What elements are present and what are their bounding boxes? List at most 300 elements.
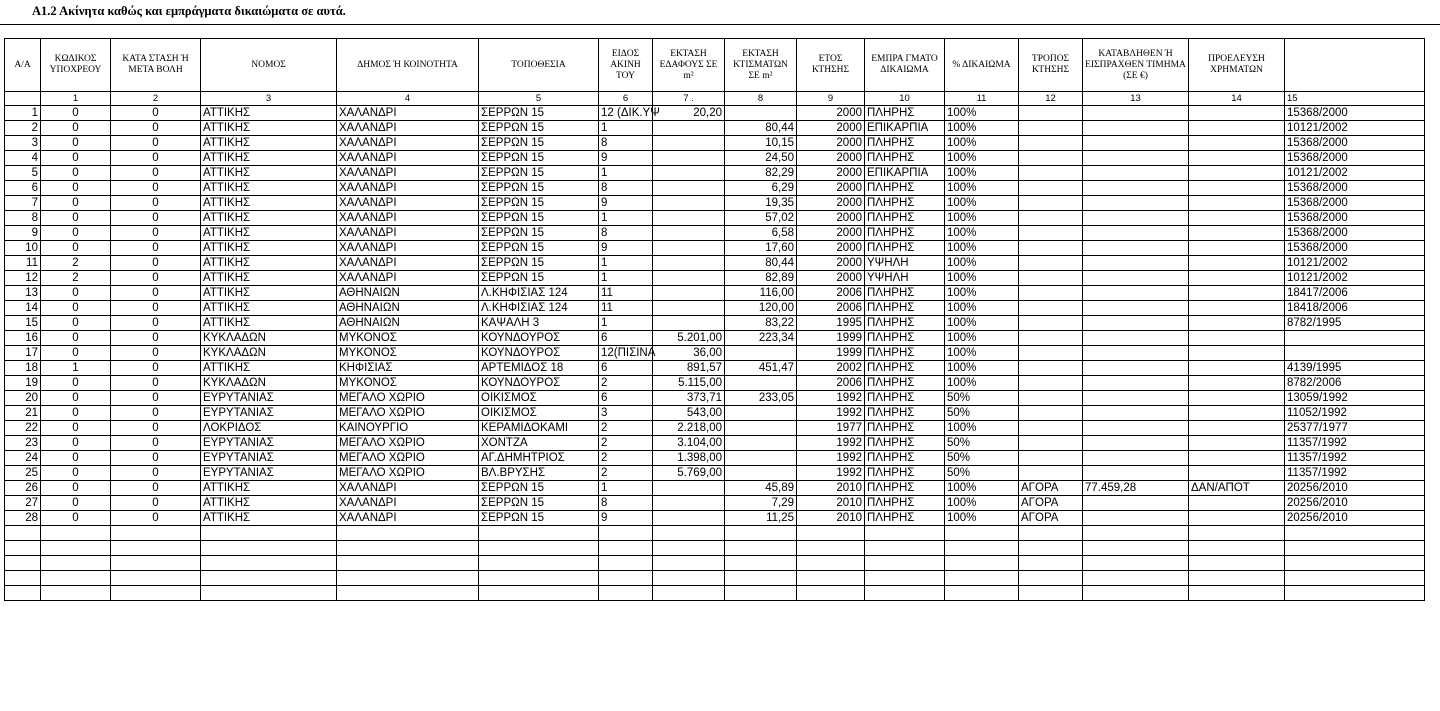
header-pososto: % ΔΙΚΑΙΩΜΑ [945,39,1019,92]
cell-ektasi-ktismaton: 83,22 [725,316,797,331]
cell-nomos: ΑΤΤΙΚΗΣ [201,481,337,496]
column-number-pososto: 11 [945,92,1019,106]
cell-dikaioma: ΠΛΗΡΗΣ [865,466,945,481]
cell-kata: 0 [111,481,201,496]
cell-ektasi-ktismaton: 57,02 [725,211,797,226]
cell-tropos [1019,376,1083,391]
cell-pososto: 100% [945,226,1019,241]
cell-ar-symvolaiou: 11357/1992 [1285,451,1425,466]
cell-dikaioma: ΥΨΗΛΗ [865,256,945,271]
cell-nomos: ΑΤΤΙΚΗΣ [201,211,337,226]
cell-topothesia: ΚΑΨΑΛΗ 3 [479,316,599,331]
cell-kod: 1 [41,361,111,376]
blank-cell [479,526,599,541]
cell-ar-symvolaiou: 8782/2006 [1285,376,1425,391]
cell-ektasi-edafous: 20,20 [653,106,725,121]
cell-dimos: ΜΥΚΟΝΟΣ [337,346,479,361]
cell-tropos [1019,406,1083,421]
cell-pososto: 100% [945,151,1019,166]
cell-proeleusi [1189,511,1285,526]
cell-tropos [1019,166,1083,181]
cell-etos: 2000 [797,256,865,271]
cell-dikaioma: ΠΛΗΡΗΣ [865,421,945,436]
cell-aa: 21 [5,406,41,421]
cell-aa: 11 [5,256,41,271]
cell-eidos: 6 [599,361,653,376]
cell-dikaioma: ΠΛΗΡΗΣ [865,226,945,241]
blank-cell [111,541,201,556]
cell-ektasi-edafous [653,511,725,526]
column-number-proeleusi: 14 [1189,92,1285,106]
cell-timima [1083,196,1189,211]
cell-kod: 0 [41,181,111,196]
cell-topothesia: ΑΡΤΕΜΙΔΟΣ 18 [479,361,599,376]
cell-ar-symvolaiou: 11357/1992 [1285,436,1425,451]
cell-ektasi-edafous [653,211,725,226]
cell-ektasi-edafous: 1.398,00 [653,451,725,466]
cell-aa: 27 [5,496,41,511]
cell-kata: 0 [111,391,201,406]
cell-kata: 0 [111,136,201,151]
cell-kata: 0 [111,331,201,346]
column-number-dikaioma: 10 [865,92,945,106]
cell-nomos: ΑΤΤΙΚΗΣ [201,316,337,331]
cell-timima [1083,496,1189,511]
cell-eidos: 12 (ΔΙΚ.ΥΨ [599,106,653,121]
cell-topothesia: ΣΕΡΡΩΝ 15 [479,181,599,196]
cell-nomos: ΚΥΚΛΑΔΩΝ [201,376,337,391]
cell-tropos [1019,181,1083,196]
cell-dikaioma: ΠΛΗΡΗΣ [865,331,945,346]
cell-etos: 2000 [797,166,865,181]
cell-topothesia: ΣΕΡΡΩΝ 15 [479,511,599,526]
cell-dimos: ΜΕΓΑΛΟ ΧΩΡΙΟ [337,391,479,406]
cell-topothesia: ΚΟΥΝΔΟΥΡΟΣ [479,376,599,391]
header-kod: ΚΩΔΙΚΟΣ ΥΠΟΧΡΕΟΥ [41,39,111,92]
table-row [5,511,1425,526]
cell-dikaioma: ΠΛΗΡΗΣ [865,316,945,331]
blank-cell [797,556,865,571]
cell-ektasi-ktismaton: 45,89 [725,481,797,496]
cell-dimos: ΧΑΛΑΝΔΡΙ [337,181,479,196]
cell-dikaioma: ΠΛΗΡΗΣ [865,496,945,511]
cell-timima [1083,211,1189,226]
cell-ar-symvolaiou: 10121/2002 [1285,166,1425,181]
cell-aa: 2 [5,121,41,136]
cell-eidos: 6 [599,331,653,346]
blank-cell [111,571,201,586]
cell-etos: 2010 [797,481,865,496]
cell-aa: 13 [5,286,41,301]
header-kata: ΚΑΤΑ ΣΤΑΣΗ Ή ΜΕΤΑ ΒΟΛΗ [111,39,201,92]
blank-cell [337,556,479,571]
column-number-kod: 1 [41,92,111,106]
table-row [5,136,1425,151]
cell-aa: 6 [5,181,41,196]
cell-aa: 10 [5,241,41,256]
cell-kod: 0 [41,391,111,406]
cell-dimos: ΧΑΛΑΝΔΡΙ [337,121,479,136]
cell-tropos [1019,196,1083,211]
blank-row [5,541,1425,556]
header-proeleusi: ΠΡΟΕΛΕΥΣΗ ΧΡΗΜΑΤΩΝ [1189,39,1285,92]
cell-ektasi-ktismaton: 116,00 [725,286,797,301]
cell-proeleusi [1189,451,1285,466]
cell-kata: 0 [111,301,201,316]
cell-aa: 14 [5,301,41,316]
cell-tropos [1019,271,1083,286]
cell-eidos: 2 [599,376,653,391]
cell-topothesia: ΣΕΡΡΩΝ 15 [479,106,599,121]
cell-kod: 2 [41,271,111,286]
cell-ektasi-ktismaton: 11,25 [725,511,797,526]
blank-cell [1189,586,1285,601]
table-row [5,151,1425,166]
blank-cell [5,526,41,541]
cell-dikaioma: ΠΛΗΡΗΣ [865,481,945,496]
column-number-nomos: 3 [201,92,337,106]
cell-pososto: 100% [945,166,1019,181]
cell-dikaioma: ΠΛΗΡΗΣ [865,391,945,406]
cell-kata: 0 [111,181,201,196]
cell-ar-symvolaiou: 18417/2006 [1285,286,1425,301]
cell-kod: 0 [41,301,111,316]
cell-proeleusi [1189,241,1285,256]
cell-dikaioma: ΠΛΗΡΗΣ [865,151,945,166]
cell-dimos: ΧΑΛΑΝΔΡΙ [337,136,479,151]
cell-ektasi-edafous [653,226,725,241]
cell-tropos: ΑΓΟΡΑ [1019,511,1083,526]
cell-topothesia: ΣΕΡΡΩΝ 15 [479,211,599,226]
blank-cell [1189,556,1285,571]
cell-eidos: 9 [599,196,653,211]
cell-kod: 0 [41,406,111,421]
table-row [5,496,1425,511]
blank-cell [1083,526,1189,541]
table-row [5,256,1425,271]
cell-pososto: 100% [945,271,1019,286]
cell-ektasi-ktismaton [725,451,797,466]
cell-dikaioma: ΕΠΙΚΑΡΠΙΑ [865,121,945,136]
cell-dikaioma: ΠΛΗΡΗΣ [865,376,945,391]
cell-tropos [1019,466,1083,481]
cell-dikaioma: ΠΛΗΡΗΣ [865,181,945,196]
cell-nomos: ΑΤΤΙΚΗΣ [201,151,337,166]
cell-eidos: 1 [599,271,653,286]
cell-dikaioma: ΕΠΙΚΑΡΠΙΑ [865,166,945,181]
cell-proeleusi [1189,151,1285,166]
cell-timima [1083,106,1189,121]
cell-dimos: ΜΕΓΑΛΟ ΧΩΡΙΟ [337,466,479,481]
table-row [5,241,1425,256]
cell-dikaioma: ΠΛΗΡΗΣ [865,196,945,211]
cell-aa: 18 [5,361,41,376]
cell-eidos: 1 [599,316,653,331]
cell-topothesia: Λ.ΚΗΦΙΣΙΑΣ 124 [479,301,599,316]
cell-timima [1083,391,1189,406]
cell-proeleusi [1189,166,1285,181]
column-number-dimos: 4 [337,92,479,106]
blank-cell [41,526,111,541]
cell-etos: 1992 [797,436,865,451]
cell-kata: 0 [111,511,201,526]
blank-cell [1083,556,1189,571]
cell-timima [1083,151,1189,166]
cell-ar-symvolaiou: 4139/1995 [1285,361,1425,376]
cell-kata: 0 [111,346,201,361]
cell-kod: 0 [41,436,111,451]
cell-dimos: ΜΕΓΑΛΟ ΧΩΡΙΟ [337,406,479,421]
cell-ar-symvolaiou [1285,346,1425,361]
cell-etos: 1992 [797,466,865,481]
blank-cell [599,556,653,571]
cell-eidos: 3 [599,406,653,421]
cell-kod: 0 [41,466,111,481]
cell-aa: 16 [5,331,41,346]
cell-ektasi-ktismaton: 10,15 [725,136,797,151]
cell-nomos: ΚΥΚΛΑΔΩΝ [201,346,337,361]
cell-eidos: 12(ΠΙΣΙΝΑ [599,346,653,361]
cell-pososto: 100% [945,421,1019,436]
blank-cell [1019,526,1083,541]
cell-ektasi-edafous [653,286,725,301]
cell-pososto: 100% [945,256,1019,271]
cell-ektasi-ktismaton: 6,58 [725,226,797,241]
cell-topothesia: ΚΟΥΝΔΟΥΡΟΣ [479,346,599,361]
cell-proeleusi [1189,346,1285,361]
cell-kod: 0 [41,211,111,226]
cell-timima [1083,166,1189,181]
cell-ektasi-edafous [653,301,725,316]
cell-nomos: ΑΤΤΙΚΗΣ [201,496,337,511]
header-etos: ΕΤΟΣ ΚΤΗΣΗΣ [797,39,865,92]
cell-ektasi-ktismaton [725,421,797,436]
cell-etos: 2006 [797,286,865,301]
cell-kata: 0 [111,271,201,286]
cell-dimos: ΑΘΗΝΑΙΩΝ [337,286,479,301]
cell-pososto: 100% [945,211,1019,226]
cell-kata: 0 [111,316,201,331]
table-row [5,106,1425,121]
cell-eidos: 9 [599,151,653,166]
cell-kod: 0 [41,376,111,391]
cell-etos: 1992 [797,451,865,466]
cell-dikaioma: ΠΛΗΡΗΣ [865,406,945,421]
cell-kata: 0 [111,286,201,301]
cell-proeleusi [1189,301,1285,316]
cell-pososto: 100% [945,331,1019,346]
cell-ektasi-edafous [653,136,725,151]
cell-pososto: 50% [945,436,1019,451]
cell-aa: 15 [5,316,41,331]
cell-eidos: 9 [599,241,653,256]
blank-cell [5,571,41,586]
cell-ektasi-edafous: 3.104,00 [653,436,725,451]
cell-nomos: ΑΤΤΙΚΗΣ [201,106,337,121]
blank-cell [865,571,945,586]
cell-nomos: ΑΤΤΙΚΗΣ [201,181,337,196]
cell-eidos: 2 [599,421,653,436]
cell-ektasi-ktismaton [725,106,797,121]
blank-cell [865,541,945,556]
cell-ektasi-ktismaton: 233,05 [725,391,797,406]
column-number-timima: 13 [1083,92,1189,106]
cell-proeleusi [1189,406,1285,421]
cell-ektasi-edafous [653,196,725,211]
blank-cell [1019,541,1083,556]
blank-cell [1285,571,1425,586]
cell-etos: 2000 [797,136,865,151]
blank-cell [1189,571,1285,586]
cell-pososto: 100% [945,301,1019,316]
blank-cell [865,556,945,571]
blank-cell [479,571,599,586]
cell-kata: 0 [111,421,201,436]
cell-dikaioma: ΠΛΗΡΗΣ [865,436,945,451]
header-eidos: ΕΙΔΟΣ ΑΚΙΝΗ ΤΟΥ [599,39,653,92]
blank-cell [5,556,41,571]
table-row [5,331,1425,346]
cell-kata: 0 [111,121,201,136]
cell-dikaioma: ΠΛΗΡΗΣ [865,286,945,301]
cell-nomos: ΑΤΤΙΚΗΣ [201,121,337,136]
cell-timima [1083,316,1189,331]
cell-kod: 2 [41,256,111,271]
cell-ar-symvolaiou: 20256/2010 [1285,511,1425,526]
blank-cell [865,586,945,601]
cell-ar-symvolaiou: 15368/2000 [1285,181,1425,196]
cell-ar-symvolaiou: 13059/1992 [1285,391,1425,406]
blank-cell [725,526,797,541]
cell-timima [1083,436,1189,451]
cell-tropos [1019,136,1083,151]
cell-topothesia: ΑΓ.ΔΗΜΗΤΡΙΟΣ [479,451,599,466]
cell-tropos [1019,391,1083,406]
cell-nomos: ΕΥΡΥΤΑΝΙΑΣ [201,451,337,466]
cell-timima [1083,136,1189,151]
cell-ektasi-edafous [653,166,725,181]
cell-tropos: ΑΓΟΡΑ [1019,481,1083,496]
blank-cell [797,586,865,601]
cell-eidos: 8 [599,496,653,511]
cell-eidos: 6 [599,391,653,406]
cell-etos: 2000 [797,106,865,121]
blank-cell [599,586,653,601]
table-row [5,196,1425,211]
cell-ar-symvolaiou: 11357/1992 [1285,466,1425,481]
cell-timima [1083,346,1189,361]
cell-nomos: ΑΤΤΙΚΗΣ [201,286,337,301]
cell-dimos: ΜΥΚΟΝΟΣ [337,331,479,346]
cell-ektasi-ktismaton: 223,34 [725,331,797,346]
table-row [5,286,1425,301]
cell-tropos [1019,151,1083,166]
cell-nomos: ΑΤΤΙΚΗΣ [201,226,337,241]
cell-pososto: 100% [945,121,1019,136]
cell-kata: 0 [111,361,201,376]
cell-etos: 2000 [797,241,865,256]
cell-dimos: ΧΑΛΑΝΔΡΙ [337,241,479,256]
header-aa: Α/Α [5,39,41,92]
cell-etos: 2000 [797,226,865,241]
cell-pososto: 100% [945,316,1019,331]
cell-dimos: ΑΘΗΝΑΙΩΝ [337,316,479,331]
cell-tropos [1019,226,1083,241]
cell-nomos: ΑΤΤΙΚΗΣ [201,166,337,181]
blank-cell [797,541,865,556]
cell-ektasi-ktismaton: 80,44 [725,121,797,136]
cell-timima [1083,331,1189,346]
cell-timima [1083,286,1189,301]
cell-proeleusi [1189,271,1285,286]
cell-aa: 5 [5,166,41,181]
cell-nomos: ΑΤΤΙΚΗΣ [201,241,337,256]
cell-dimos: ΧΑΛΑΝΔΡΙ [337,256,479,271]
cell-ektasi-ktismaton: 80,44 [725,256,797,271]
cell-pososto: 100% [945,196,1019,211]
column-number-etos: 9 [797,92,865,106]
cell-timima [1083,301,1189,316]
cell-ektasi-edafous: 373,71 [653,391,725,406]
blank-cell [1189,541,1285,556]
cell-ar-symvolaiou: 15368/2000 [1285,241,1425,256]
blank-cell [945,586,1019,601]
cell-topothesia: ΣΕΡΡΩΝ 15 [479,496,599,511]
blank-cell [201,586,337,601]
cell-kod: 0 [41,196,111,211]
blank-cell [111,586,201,601]
cell-tropos [1019,436,1083,451]
cell-topothesia: ΒΛ.ΒΡΥΣΗΣ [479,466,599,481]
header-topothesia: ΤΟΠΟΘΕΣΙΑ [479,39,599,92]
header-dimos: ΔΗΜΟΣ Ή ΚΟΙΝΟΤΗΤΑ [337,39,479,92]
cell-aa: 23 [5,436,41,451]
cell-etos: 1995 [797,316,865,331]
cell-kata: 0 [111,226,201,241]
column-number-ektasi-edafous: 7 . [653,92,725,106]
blank-cell [41,571,111,586]
cell-aa: 28 [5,511,41,526]
cell-etos: 2002 [797,361,865,376]
cell-etos: 2010 [797,511,865,526]
cell-dimos: ΧΑΛΑΝΔΡΙ [337,481,479,496]
cell-eidos: 8 [599,181,653,196]
blank-cell [111,526,201,541]
cell-ektasi-ktismaton: 451,47 [725,361,797,376]
cell-kata: 0 [111,451,201,466]
blank-row [5,526,1425,541]
cell-proeleusi [1189,226,1285,241]
blank-cell [725,571,797,586]
cell-kata: 0 [111,496,201,511]
blank-cell [1083,586,1189,601]
blank-cell [725,541,797,556]
cell-proeleusi [1189,286,1285,301]
cell-etos: 2000 [797,271,865,286]
blank-cell [201,541,337,556]
cell-ar-symvolaiou: 11052/1992 [1285,406,1425,421]
cell-proeleusi [1189,436,1285,451]
cell-aa: 20 [5,391,41,406]
cell-topothesia: ΣΕΡΡΩΝ 15 [479,121,599,136]
cell-tropos [1019,331,1083,346]
cell-ar-symvolaiou: 20256/2010 [1285,481,1425,496]
blank-cell [337,526,479,541]
blank-cell [725,586,797,601]
cell-nomos: ΑΤΤΙΚΗΣ [201,136,337,151]
cell-pososto: 100% [945,361,1019,376]
blank-cell [1285,586,1425,601]
